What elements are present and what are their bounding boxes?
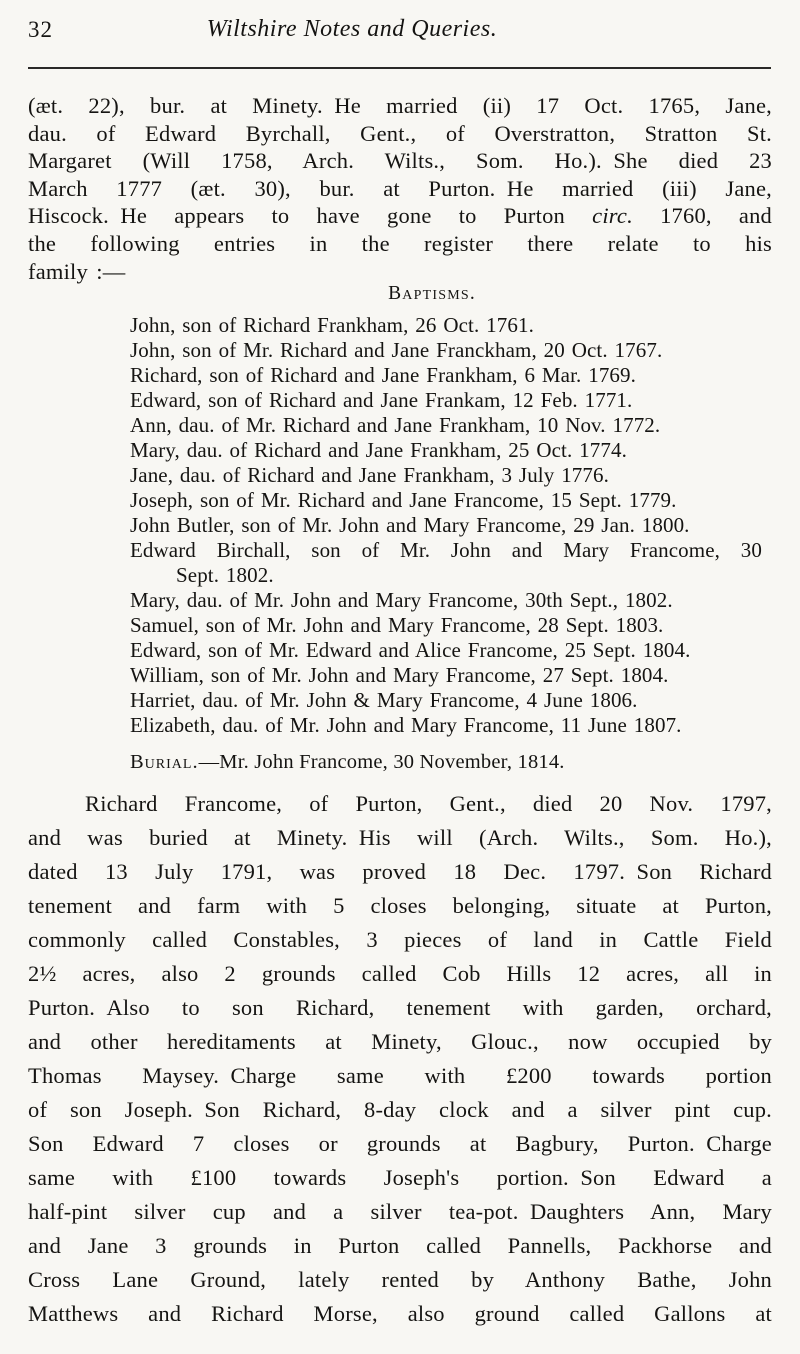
text-line bbox=[28, 1127, 772, 1161]
text-segment: Hiscock. He appears to have gone to Purton bbox=[28, 203, 593, 229]
text-segment: Joseph, son of Mr. Richard and Jane Francome, 15 Sept. 1779. bbox=[130, 488, 677, 512]
text-segment: same with £100 towards Joseph's portion. Son Edward a bbox=[28, 1165, 772, 1190]
text-segment: and other hereditaments at Minety, Glouc., now occupied by bbox=[28, 1029, 772, 1054]
text-segment: dated 13 July 1791, was proved 18 Dec. 1797. Son Richard bbox=[28, 859, 772, 884]
text-segment: Elizabeth, dau. of Mr. John and Mary Francome, 11 June 1807. bbox=[130, 713, 682, 737]
text-segment: Harriet, dau. of Mr. John & Mary Francome, 4 June 1806. bbox=[130, 688, 638, 712]
text-line bbox=[28, 1195, 772, 1229]
will-paragraph bbox=[28, 787, 772, 1331]
text-segment: Richard Francome, of Purton, Gent., died 20 Nov. 1797, bbox=[85, 791, 772, 816]
text-line bbox=[28, 1161, 772, 1195]
text-segment: Purton. Also to son Richard, tenement with garden, orchard, bbox=[28, 995, 772, 1020]
text-segment: Margaret (Will 1758, Arch. Wilts., Som. Ho.). She died 23 bbox=[28, 148, 772, 174]
text-segment: Mary, dau. of Mr. John and Mary Francome, 30th Sept., 1802. bbox=[130, 588, 673, 612]
text-segment: Jane, dau. of Richard and Jane Frankham, 3 July 1776. bbox=[130, 463, 609, 487]
text-segment: Cross Lane Ground, lately rented by Anthony Bathe, John bbox=[28, 1267, 772, 1292]
text-segment: (æt. 22), bur. at Minety. He married (ii) 17 Oct. 1765, Jane, bbox=[28, 93, 772, 118]
text-segment: —Mr. John Francome, 30 November, 1814. bbox=[198, 751, 565, 773]
baptism-entry bbox=[130, 638, 762, 663]
text-segment: and Jane 3 grounds in Purton called Pannells, Packhorse and bbox=[28, 1233, 772, 1258]
baptism-entry bbox=[130, 488, 762, 513]
text-line bbox=[28, 202, 772, 230]
baptism-entry bbox=[130, 363, 762, 388]
text-segment: John, son of Richard Frankham, 26 Oct. 1761. bbox=[130, 313, 534, 337]
text-line bbox=[28, 1093, 772, 1127]
text-segment: of son Joseph. Son Richard, 8-day clock and a silver pint cup. bbox=[28, 1097, 772, 1122]
small-caps-text: Burial. bbox=[130, 751, 199, 773]
text-line bbox=[28, 855, 772, 889]
baptism-entry bbox=[130, 563, 762, 588]
text-line bbox=[28, 889, 772, 923]
text-segment: Edward Birchall, son of Mr. John and Mary Francome, 30 bbox=[130, 538, 762, 562]
baptism-entry bbox=[130, 388, 762, 413]
text-line bbox=[28, 230, 772, 258]
text-segment: Edward, son of Richard and Jane Frankam, 12 Feb. 1771. bbox=[130, 388, 633, 412]
text-line bbox=[28, 120, 772, 148]
text-line bbox=[28, 147, 772, 175]
burial-entry bbox=[130, 751, 775, 774]
baptism-entry bbox=[130, 413, 762, 438]
text-segment: Samuel, son of Mr. John and Mary Francome, 28 Sept. 1803. bbox=[130, 613, 664, 637]
intro-paragraph bbox=[28, 92, 772, 285]
baptism-entry bbox=[130, 538, 762, 563]
page-number: 32 bbox=[28, 17, 53, 42]
text-segment: family :— bbox=[28, 258, 126, 284]
text-line bbox=[28, 923, 772, 957]
text-segment: half-pint silver cup and a silver tea-pot. Daughters Ann, Mary bbox=[28, 1199, 772, 1224]
text-segment: and was buried at Minety. His will (Arch. Wilts., Som. Ho.), bbox=[28, 825, 772, 850]
baptism-entry bbox=[130, 688, 762, 713]
text-line bbox=[28, 1263, 772, 1297]
text-line bbox=[28, 1297, 772, 1331]
text-segment: 1760, and bbox=[632, 203, 772, 229]
text-line bbox=[28, 1025, 772, 1059]
text-line bbox=[28, 991, 772, 1025]
text-segment: Thomas Maysey. Charge same with £200 towards portion bbox=[28, 1063, 772, 1088]
text-segment: William, son of Mr. John and Mary Francome, 27 Sept. 1804. bbox=[130, 663, 669, 687]
baptisms-list bbox=[130, 313, 762, 738]
text-segment: commonly called Constables, 3 pieces of land in Cattle Field bbox=[28, 927, 772, 952]
text-segment: John, son of Mr. Richard and Jane Franckham, 20 Oct. 1767. bbox=[130, 338, 663, 362]
text-segment: Ann, dau. of Mr. Richard and Jane Frankham, 10 Nov. 1772. bbox=[130, 413, 661, 437]
baptism-entry bbox=[130, 438, 762, 463]
text-segment: 2½ acres, also 2 grounds called Cob Hills 12 acres, all in bbox=[28, 961, 772, 986]
text-line bbox=[28, 92, 772, 120]
baptism-entry bbox=[130, 338, 762, 363]
text-segment: Edward, son of Mr. Edward and Alice Francome, 25 Sept. 1804. bbox=[130, 638, 691, 662]
baptism-entry bbox=[130, 313, 762, 338]
text-line bbox=[28, 258, 772, 286]
burial-line bbox=[130, 751, 775, 774]
text-line bbox=[28, 821, 772, 855]
page-header-title: Wiltshire Notes and Queries. bbox=[206, 16, 498, 42]
text-line bbox=[28, 787, 772, 821]
italic-text: circ. bbox=[592, 203, 633, 229]
baptism-entry bbox=[130, 588, 762, 613]
text-segment: Son Edward 7 closes or grounds at Bagbury, Purton. Charge bbox=[28, 1131, 772, 1156]
baptism-entry bbox=[130, 663, 762, 688]
baptism-entry bbox=[130, 463, 762, 488]
header-rule bbox=[28, 67, 771, 69]
baptisms-heading: Baptisms. bbox=[388, 283, 476, 304]
baptism-entry bbox=[130, 713, 762, 738]
text-segment: Sept. 1802. bbox=[176, 563, 274, 587]
baptism-entry bbox=[130, 613, 762, 638]
text-segment: Richard, son of Richard and Jane Frankham, 6 Mar. 1769. bbox=[130, 363, 636, 387]
text-segment: dau. of Edward Byrchall, Gent., of Overstratton, Stratton St. bbox=[28, 120, 772, 146]
text-segment: Matthews and Richard Morse, also ground called Gallons at bbox=[28, 1301, 772, 1326]
text-line bbox=[28, 1059, 772, 1093]
text-segment: the following entries in the register there relate to his bbox=[28, 230, 772, 256]
text-line bbox=[28, 957, 772, 991]
text-segment: March 1777 (æt. 30), bur. at Purton. He married (iii) Jane, bbox=[28, 175, 772, 201]
text-line bbox=[28, 175, 772, 203]
baptism-entry bbox=[130, 513, 762, 538]
text-segment: John Butler, son of Mr. John and Mary Francome, 29 Jan. 1800. bbox=[130, 513, 690, 537]
text-segment: tenement and farm with 5 closes belonging, situate at Purton, bbox=[28, 893, 772, 918]
text-line bbox=[28, 1229, 772, 1263]
text-segment: Mary, dau. of Richard and Jane Frankham, 25 Oct. 1774. bbox=[130, 438, 627, 462]
